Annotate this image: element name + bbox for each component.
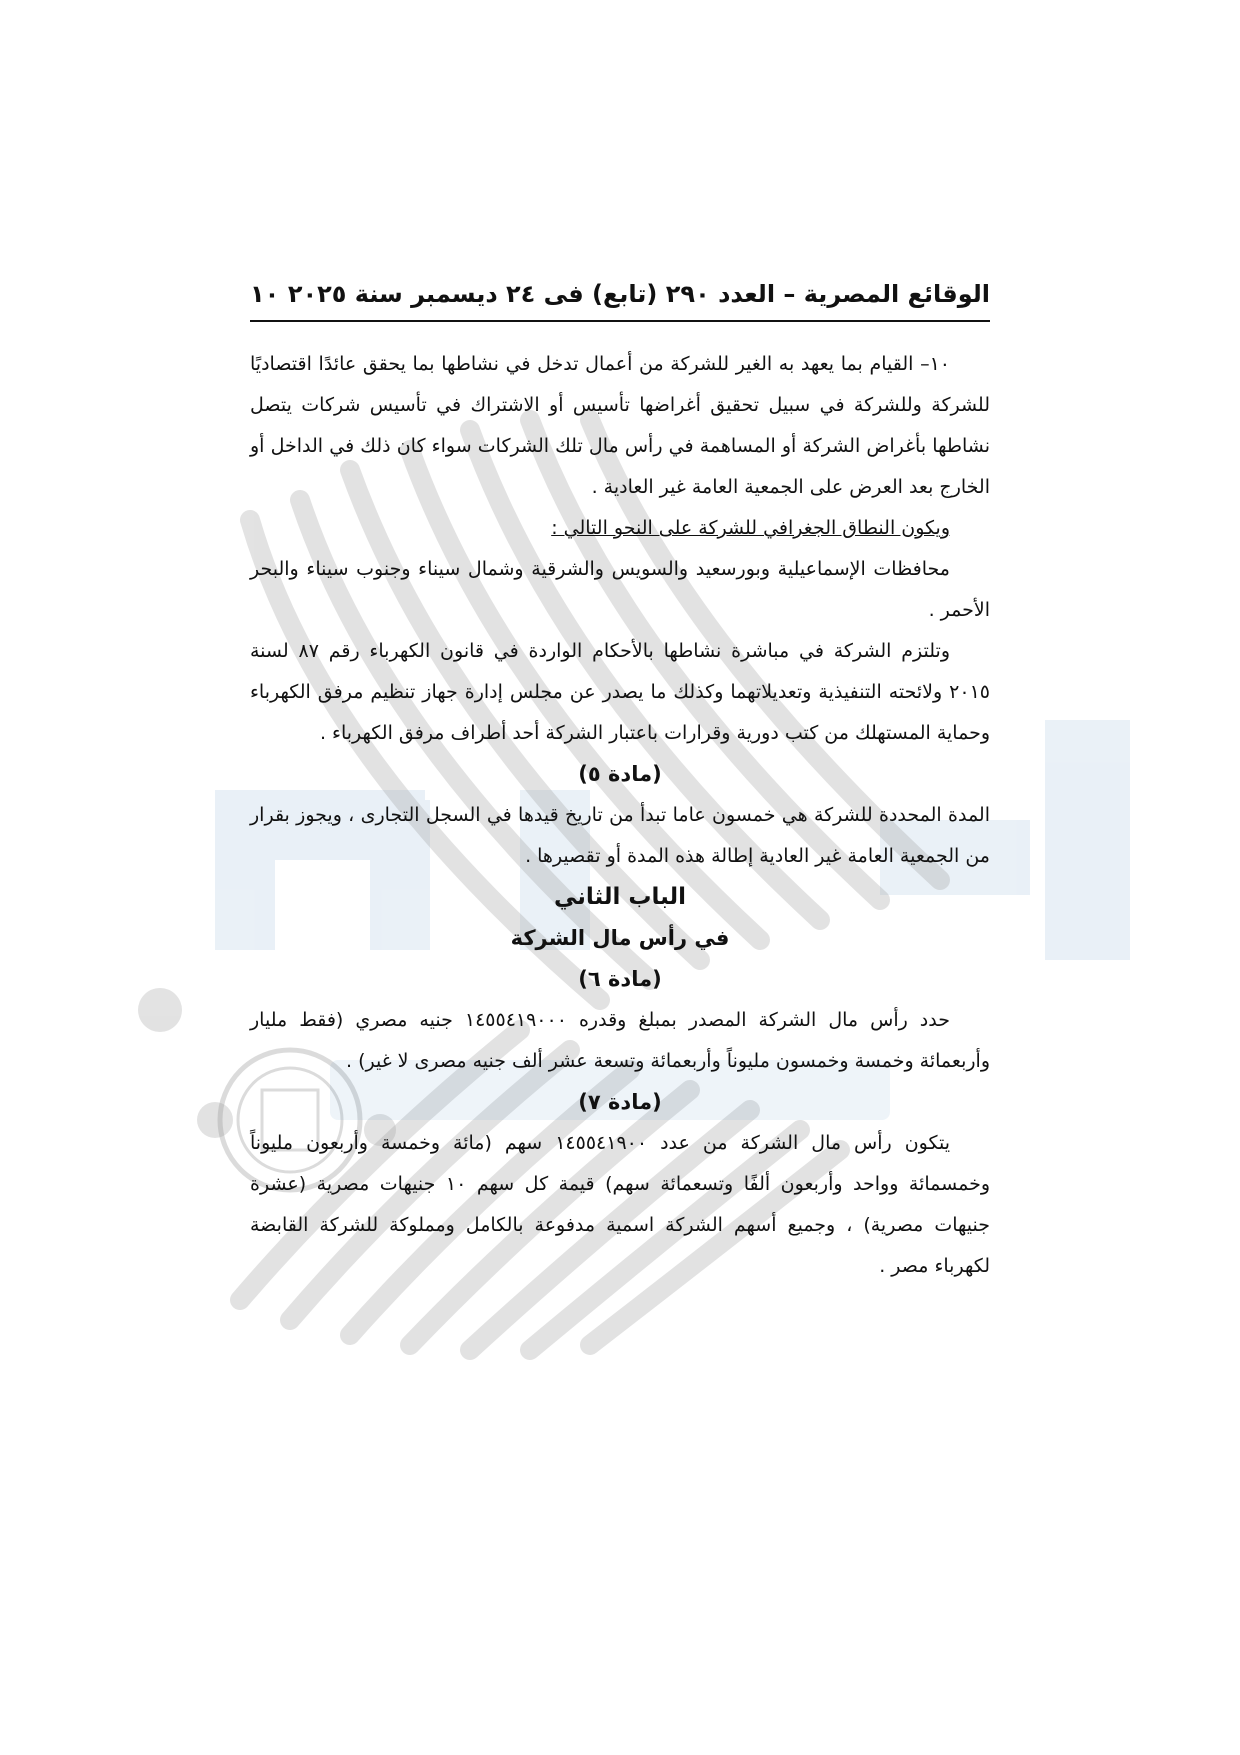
geo-scope-paragraph: محافظات الإسماعيلية وبورسعيد والسويس والشرقية وشمال سيناء وجنوب سيناء والبحر الأحمر . [250,558,990,621]
article-5-text: المدة المحددة للشركة هي خمسون عاما تبدأ من تاريخ قيدها في السجل التجارى ، ويجوز بقرار من الجمعية العامة غير العادية إطالة هذه المدة أو تقصيرها . [250,804,990,867]
article-7-title: (مادة ٧) [578,1090,662,1114]
article-7-text: يتكون رأس مال الشركة من عدد ١٤٥٥٤١٩٠٠ سهم (مائة وخمسة وأربعون مليوناً وخمسمائة وواحد وأربعون ألفًا وتسعمائة سهم) قيمة كل سهم ١٠ جنيهات مصرية (عشرة جنيهات مصرية) ، وجميع أسهم الشركة اسمية مدفوعة بالكامل ومملوكة للشركة القابضة لكهرباء مصر . [250,1132,990,1277]
compliance-paragraph: وتلتزم الشركة في مباشرة نشاطها بالأحكام الواردة في قانون الكهرباء رقم ٨٧ لسنة ٢٠١٥ ولائحته التنفيذية وتعديلاتهما وكذلك ما يصدر عن مجلس إدارة جهاز تنظيم مرفق الكهرباء وحماية المستهلك من كتب دورية وقرارات باعتبار الشركة أحد أطراف مرفق الكهرباء . [250,640,990,744]
gazette-title: الوقائع المصرية – العدد ٢٩٠ (تابع) فى ٢٤ ديسمبر سنة ٢٠٢٥ [287,280,990,308]
part-2-subtitle: في رأس مال الشركة [510,926,730,950]
page-header [250,280,990,322]
article-6-title: (مادة ٦) [578,967,662,991]
page-number: ١٠ [250,280,280,308]
document-page [250,280,990,1287]
article-5-title: (مادة ٥) [578,762,662,786]
geo-scope-intro-text: ويكون النطاق الجغرافي للشركة على النحو التالي : [551,517,950,539]
item-10-paragraph: ١٠– القيام بما يعهد به الغير للشركة من أعمال تدخل في نشاطها بما يحقق عائدًا اقتصاديًا للشركة وللشركة في سبيل تحقيق أغراضها تأسيس أو الاشتراك في تأسيس شركات يتصل نشاطها بأغراض الشركة أو المساهمة في رأس مال تلك الشركات سواء كان ذلك في الداخل أو الخارج بعد العرض على الجمعية العامة غير العادية . [250,353,990,498]
article-6-text: حدد رأس مال الشركة المصدر بمبلغ وقدره ١٤٥٥٤١٩٠٠٠ جنيه مصري (فقط مليار وأربعمائة وخمسة وخمسون مليوناً وأربعمائة وتسعة عشر ألف جنيه مصرى لا غير) . [250,1009,990,1072]
geo-scope-intro [250,508,990,549]
part-2-title: الباب الثاني [553,884,687,910]
